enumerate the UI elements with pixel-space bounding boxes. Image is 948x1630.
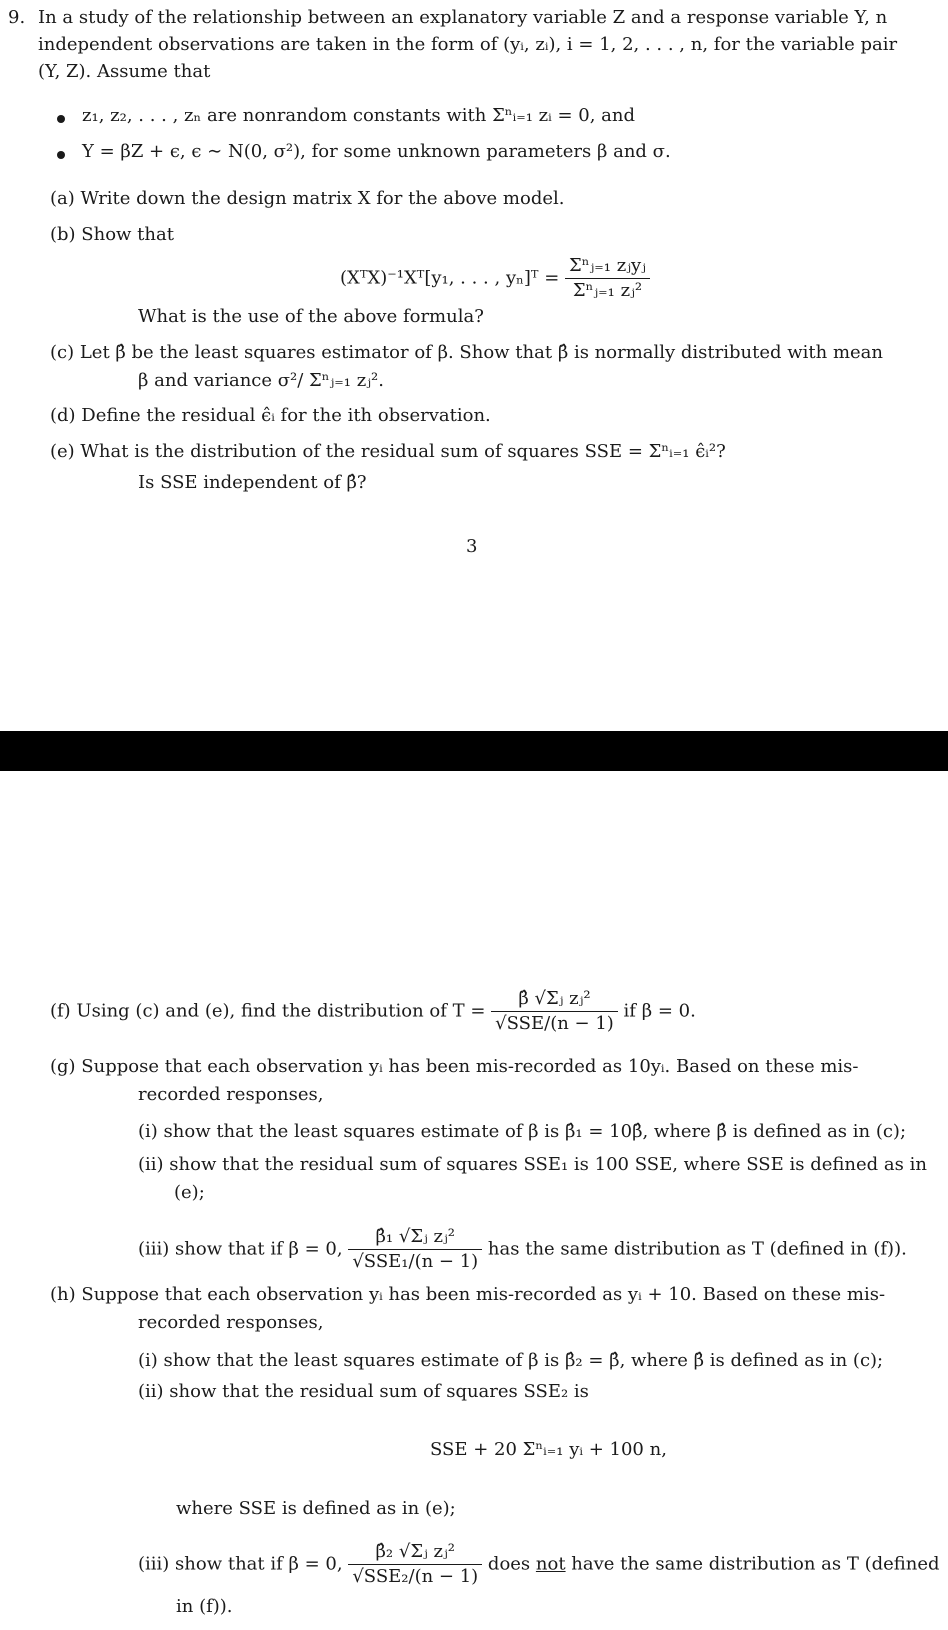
- part-h-iii-tail-a: does: [487, 1553, 536, 1575]
- assumption-2: Y = βZ + ϵ, ϵ ∼ N(0, σ²), for some unknown parameters β and σ.: [82, 141, 671, 162]
- formula-numerator: Σⁿⱼ₌₁ zⱼyⱼ: [565, 254, 650, 279]
- part-h-line-1: (h) Suppose that each observation yᵢ has been mis-recorded as yᵢ + 10. Based on these mis-: [50, 1284, 886, 1305]
- part-g-ii-line-2: (e);: [174, 1182, 205, 1203]
- part-h-iii-tail: in (f)).: [176, 1596, 233, 1617]
- t-statistic-fraction: [491, 987, 618, 1036]
- intro-line-3: (Y, Z). Assume that: [38, 61, 211, 82]
- part-h-iii-text: (iii) show that if β = 0,: [138, 1553, 343, 1575]
- part-g-line-1: (g) Suppose that each observation yᵢ has been mis-recorded as 10yᵢ. Based on these mis-: [50, 1056, 859, 1077]
- part-b-question: What is the use of the above formula?: [138, 306, 484, 327]
- part-h-ii: (ii) show that the residual sum of squares SSE₂ is: [138, 1381, 589, 1402]
- part-f: [50, 987, 696, 1036]
- h-iii-fraction: [348, 1540, 482, 1589]
- part-c-line-2: β and variance σ²/ Σⁿⱼ₌₁ zⱼ².: [138, 370, 384, 391]
- question-number: 9.: [8, 7, 26, 28]
- part-a: (a) Write down the design matrix X for the above model.: [50, 188, 565, 209]
- part-e-line-2: Is SSE independent of β̂?: [138, 472, 367, 493]
- part-e-line-1: (e) What is the distribution of the residual sum of squares SSE = Σⁿᵢ₌₁ ϵ̂ᵢ²?: [50, 441, 726, 462]
- part-c-line-1: (c) Let β̂ be the least squares estimator of β. Show that β̂ is normally distributed with mean: [50, 342, 884, 363]
- part-g-i: (i) show that the least squares estimate of β is β̂₁ = 10β̂, where β̂ is defined as in (c);: [138, 1121, 907, 1142]
- part-b-formula: [340, 254, 650, 303]
- assumption-1: z₁, z₂, . . . , zₙ are nonrandom constants with Σⁿᵢ₌₁ zᵢ = 0, and: [82, 105, 636, 126]
- part-g-iii-tail: has the same distribution as T (defined in (f)).: [487, 1238, 907, 1260]
- page-number: 3: [466, 536, 478, 557]
- formula-denominator: Σⁿⱼ₌₁ zⱼ²: [572, 280, 643, 301]
- h-iii-numerator: β̂₂ √Σⱼ zⱼ²: [348, 1540, 482, 1565]
- part-g-ii-line-1: (ii) show that the residual sum of squares SSE₁ is 100 SSE, where SSE is defined as in: [138, 1154, 927, 1175]
- formula-lhs: (XᵀX)⁻¹Xᵀ[y₁, . . . , yₙ]ᵀ =: [340, 267, 560, 289]
- intro-line-2: independent observations are taken in the form of (yᵢ, zᵢ), i = 1, 2, . . . , n, for the variable pair: [38, 34, 898, 55]
- part-g-line-2: recorded responses,: [138, 1084, 324, 1105]
- sse2-formula: SSE + 20 Σⁿᵢ₌₁ yᵢ + 100 n,: [430, 1439, 667, 1460]
- part-b: (b) Show that: [50, 224, 174, 245]
- part-h-i: (i) show that the least squares estimate of β is β̂₂ = β̂, where β̂ is defined as in (c);: [138, 1350, 884, 1371]
- part-f-text: (f) Using (c) and (e), find the distribution of T =: [50, 1000, 486, 1022]
- g-iii-numerator: β̂₁ √Σⱼ zⱼ²: [348, 1225, 482, 1250]
- intro-line-1: In a study of the relationship between an explanatory variable Z and a response variable Y, n: [38, 7, 888, 28]
- part-h-iii-tail-b: have the same distribution as T (defined: [565, 1553, 940, 1575]
- t-numerator: β̂ √Σⱼ zⱼ²: [491, 987, 618, 1012]
- formula-fraction: [565, 254, 650, 303]
- part-g-iii-text: (iii) show that if β = 0,: [138, 1238, 343, 1260]
- g-iii-fraction: [348, 1225, 482, 1274]
- t-denominator: √SSE/(n − 1): [495, 1013, 614, 1034]
- part-h-line-2: recorded responses,: [138, 1312, 324, 1333]
- g-iii-denominator: √SSE₁/(n − 1): [352, 1251, 479, 1272]
- part-g-iii: [138, 1225, 907, 1274]
- not-emphasis: not: [535, 1553, 566, 1575]
- part-d: (d) Define the residual ϵ̂ᵢ for the ith observation.: [50, 405, 491, 426]
- bullet-dot: [57, 115, 65, 123]
- part-f-condition: if β = 0.: [623, 1000, 696, 1022]
- part-h-where: where SSE is defined as in (e);: [176, 1498, 456, 1519]
- part-h-iii: [138, 1540, 940, 1589]
- page-separator: [0, 731, 948, 771]
- bullet-dot: [57, 151, 65, 159]
- h-iii-denominator: √SSE₂/(n − 1): [352, 1566, 479, 1587]
